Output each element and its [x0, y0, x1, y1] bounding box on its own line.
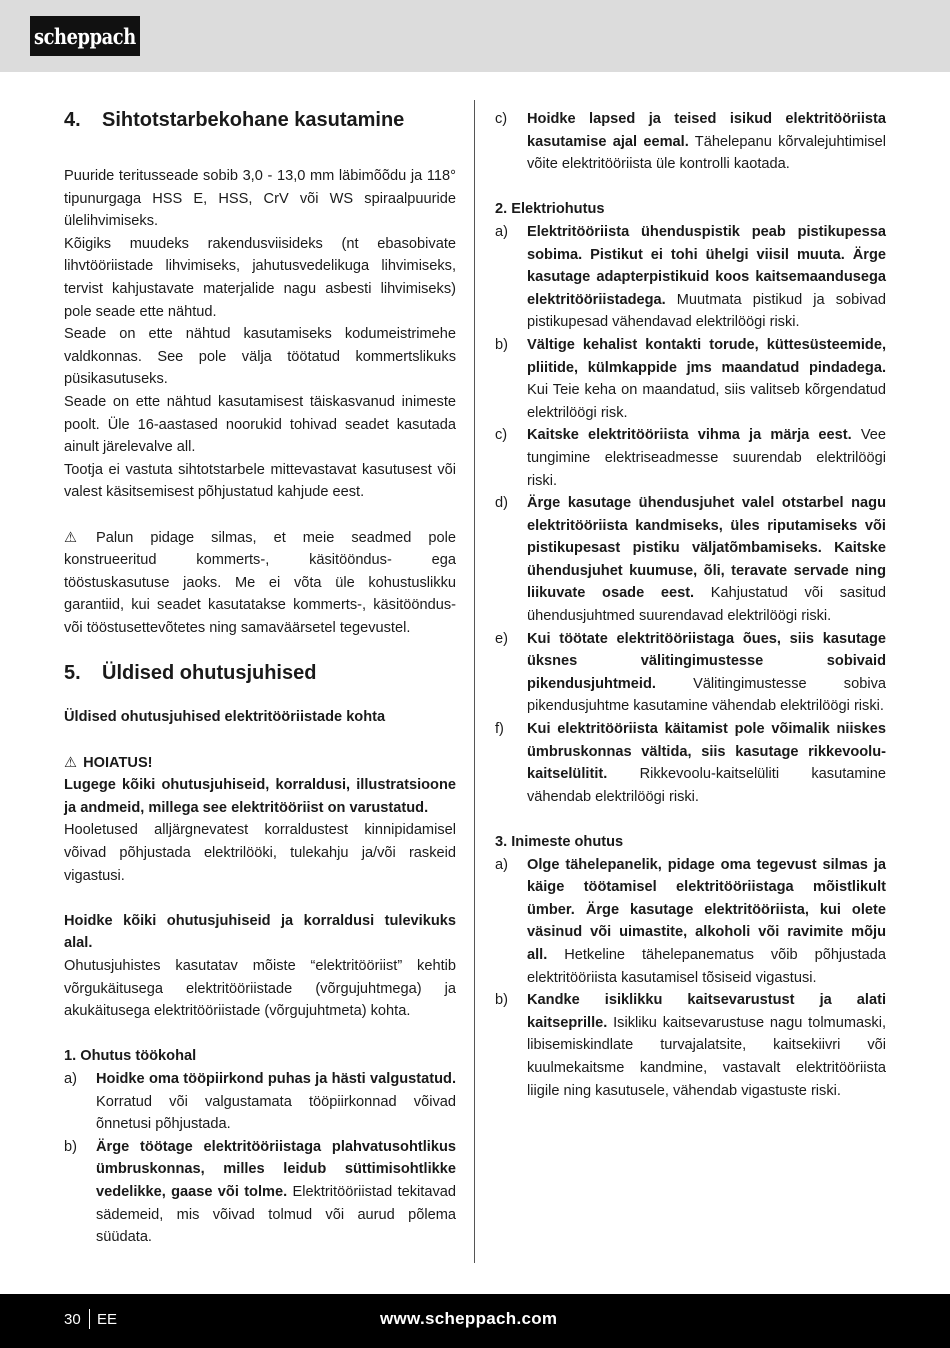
item-bold: Hoidke oma tööpiirkond puhas ja hästi valgustatud. — [96, 1070, 456, 1087]
footer-separator — [89, 1309, 90, 1329]
item-label: a) — [64, 1070, 77, 1087]
item-text: Korratud või valgustamata tööpiirkonnad võivad õnnetusi põhjustada. — [96, 1093, 456, 1133]
warning-title — [64, 752, 456, 775]
item-label: b) — [495, 992, 508, 1009]
subsection-heading: 1. Ohutus töökohal — [64, 1048, 197, 1065]
logo-text: scheppach — [34, 23, 136, 49]
item-bold: Kui töötate elektritööriistaga õues, siis kasutage üksnes välitingimustesse sobivaid pikendusjuhtmeid. — [527, 630, 886, 692]
paragraph: Tootja ei vastuta sihtotstarbele mittevastavat kasutusest või valest käsitsemisest põhjustatud kahjude eest. — [64, 461, 456, 501]
list-item — [495, 492, 886, 628]
list-item — [64, 1068, 456, 1136]
item-bold: Kaitske elektritööriista vihma ja märja eest. — [527, 427, 852, 444]
header-band — [0, 0, 950, 72]
item-text: Rikkevoolu-kaitselüliti kasutamine vähendab elektrilöögi riski. — [527, 766, 886, 805]
item-label: b) — [495, 336, 508, 353]
page-number: 30 — [64, 1311, 81, 1328]
section-number: 5. — [64, 662, 81, 685]
item-bold: Kandke isiklikku kaitsevarustust ja alati kaitseprille. — [527, 992, 886, 1031]
warning-paragraph — [64, 527, 456, 640]
item-text: Kui Teie keha on maandatud, siis valitseb kõrgendatud elektrilöögi risk. — [527, 382, 886, 421]
paragraph: Kõigiks muudeks rakendusviisideks (nt ebasobivate lihvtööriistade lihvimiseks, jahutusvedelikuga lihvimiseks, tervist kahjustavate materjalide nagu asbesti lihvimiseks) pole seade ette nähtud. — [64, 235, 456, 320]
list-item — [495, 221, 886, 334]
section-4-heading — [64, 108, 456, 132]
paragraph: Ohutusjuhistes kasutatav mõiste “elektritööriist” kehtib võrgukäitusega elektritööriistade (võrgujuhtmega) ja akukäitusega elektritööriistade (võrgujuhtmeta) kohta. — [64, 958, 456, 1020]
list-item — [495, 854, 886, 990]
section-5-heading — [64, 661, 456, 685]
right-column — [495, 108, 886, 1102]
list-item — [64, 1136, 456, 1249]
item-label: c) — [495, 427, 508, 444]
list-item — [495, 424, 886, 492]
item-bold: Kui elektritööriista käitamist pole võimalik niiskes ümbruskonnas vältida, siis kasutage rikkevoolu-kaitselülitit. — [527, 721, 886, 783]
item-label: b) — [64, 1138, 77, 1155]
item-bold: Olge tähelepanelik, pidage oma tegevust silmas ja käige töötamisel elektritööriistaga mõistlikult ümber. Ärge kasutage elektritööriista, kui olete väsinud või uimastite, alkoholi või ravimite mõju all. — [527, 856, 886, 963]
subsection-heading: 2. Elektriohutus — [495, 201, 605, 218]
item-text: Hetkeline tähelepanematus võib põhjustada elektritööriista kasutamisel tõsiseid vigastusi. — [527, 946, 886, 986]
item-label: a) — [495, 223, 508, 240]
item-text: Muutmata pistikud ja sobivad pistikupesad vähendavad elektrilöögi riski. — [527, 291, 886, 331]
item-text: Vee tungimine elektriseadmesse suurendab elektrilöögi riski. — [527, 427, 886, 489]
subheading: Üldised ohutusjuhised elektritööriistade kohta — [64, 709, 386, 726]
language-code: EE — [97, 1311, 118, 1328]
section-number: 4. — [64, 109, 81, 131]
warning-triangle-icon: ⚠ — [64, 529, 91, 546]
paragraph: Seade on ette nähtud kasutamiseks kodumeistrimehe valdkonnas. See pole välja töötatud kommertslikuks püsikasutuseks. — [64, 326, 456, 388]
scheppach-logo — [30, 16, 140, 56]
keep-instructions-bold: Hoidke kõiki ohutusjuhiseid ja korraldusi tulevikuks alal. — [64, 912, 456, 952]
item-label: a) — [495, 856, 508, 873]
warning-bold-text: Lugege kõiki ohutusjuhiseid, korraldusi, illustratsioone ja andmeid, millega see elektritööriist on varustatud. — [64, 777, 456, 816]
list-item — [495, 628, 886, 718]
left-column — [64, 108, 456, 1249]
paragraph: Puuride teritusseade sobib 3,0 - 13,0 mm läbimõõdu ja 118° tipunurgaga HSS E, HSS, CrV või WS spiraalpuuride ülelihvimiseks. — [64, 168, 456, 230]
item-bold: Vältige kehalist kontakti torude, küttesüsteemide, pliitide, külmkappide jms maandatud pindadega. — [527, 336, 886, 376]
item-text: Kahjustatud või sasitud ühendusjuhtmed suurendavad elektrilöögi riski. — [527, 585, 886, 625]
item-bold: Elektritööriista ühenduspistik peab pistikupessa sobima. Pistikut ei tohi ühelgi viisil muuta. Ärge kasutage adapterpistikuid koos kaitsemaandusega elektritööriistadega. — [527, 223, 886, 308]
website-link[interactable]: www.scheppach.com — [380, 1309, 558, 1328]
subsection-heading: 3. Inimeste ohutus — [495, 834, 624, 850]
item-text: Välitingimustesse sobiva pikendusjuhtme kasutamine vähendab elektrilöögi riski. — [527, 675, 886, 715]
item-bold: Ärge töötage elektritööriistaga plahvatusohtlikus ümbruskonnas, milles leidub süttimisohtlikke vedelikke, gaase või tolme. — [96, 1138, 456, 1200]
list-item — [495, 718, 886, 808]
list-item — [495, 989, 886, 1102]
item-label: c) — [495, 111, 508, 127]
section-title: Sihtotstarbekohane kasutamine — [102, 109, 405, 131]
item-text: Tähelepanu kõrvalejuhtimisel võite elektritööriista üle kontrolli kaotada. — [527, 133, 886, 173]
list-item — [495, 108, 886, 176]
section-title: Üldised ohutusjuhised — [102, 662, 317, 685]
item-label: d) — [495, 495, 508, 512]
warning-triangle-icon: ⚠ — [64, 754, 78, 771]
footer-bar — [0, 1294, 950, 1348]
item-text: Isikliku kaitsevarustuse nagu tolmumaski, libisemiskindlate turvajalatsite, kaitsekiivri või kuulmekaitsme kandmine, vastavalt elektritööriista liigile ning kasutusele, vähendab vigastuste riski. — [527, 1014, 886, 1099]
item-bold: Ärge kasutage ühendusjuhet valel otstarbel nagu elektritööriista kandmiseks, üles riputamiseks või pistikupesast pistiku väljatõmbamiseks. Kaitske ühendusjuhet kuumuse, õli, teravate servade ning liikuvate osade eest. — [527, 495, 886, 602]
item-label: f) — [495, 721, 504, 738]
item-text: Elektritööriistad tekitavad sädemeid, mis võivad tolmud või aurud põlema süüdata. — [96, 1183, 456, 1246]
column-divider — [474, 100, 475, 1263]
list-item — [495, 334, 886, 424]
paragraph: Hooletused alljärgnevatest korraldustest kinnipidamisel võivad põhjustada elektrilööki, tulekahju ja/või raskeid vigastusi. — [64, 822, 456, 884]
warning-text: Palun pidage silmas, et meie seadmed pole konstrueeritud kommerts-, käsitööndus- ega tööstuskasutuse jaoks. Me ei võta üle kohustuslikku garantiid, kui seadet kasutatakse kommerts-, käsitööndus- või tööstusettevõtetes ning samaväärsetel tegevustel. — [64, 529, 456, 636]
item-bold: Hoidke lapsed ja teised isikud elektritööriista kasutamise ajal eemal. — [527, 111, 886, 150]
item-label: e) — [495, 630, 508, 647]
warning-title-text: HOIATUS! — [83, 754, 153, 771]
paragraph: Seade on ette nähtud kasutamisest täiskasvanud inimeste poolt. Üle 16-aastased noorukid tohivad seadet kasutada ainult järelevalve all. — [64, 393, 456, 456]
